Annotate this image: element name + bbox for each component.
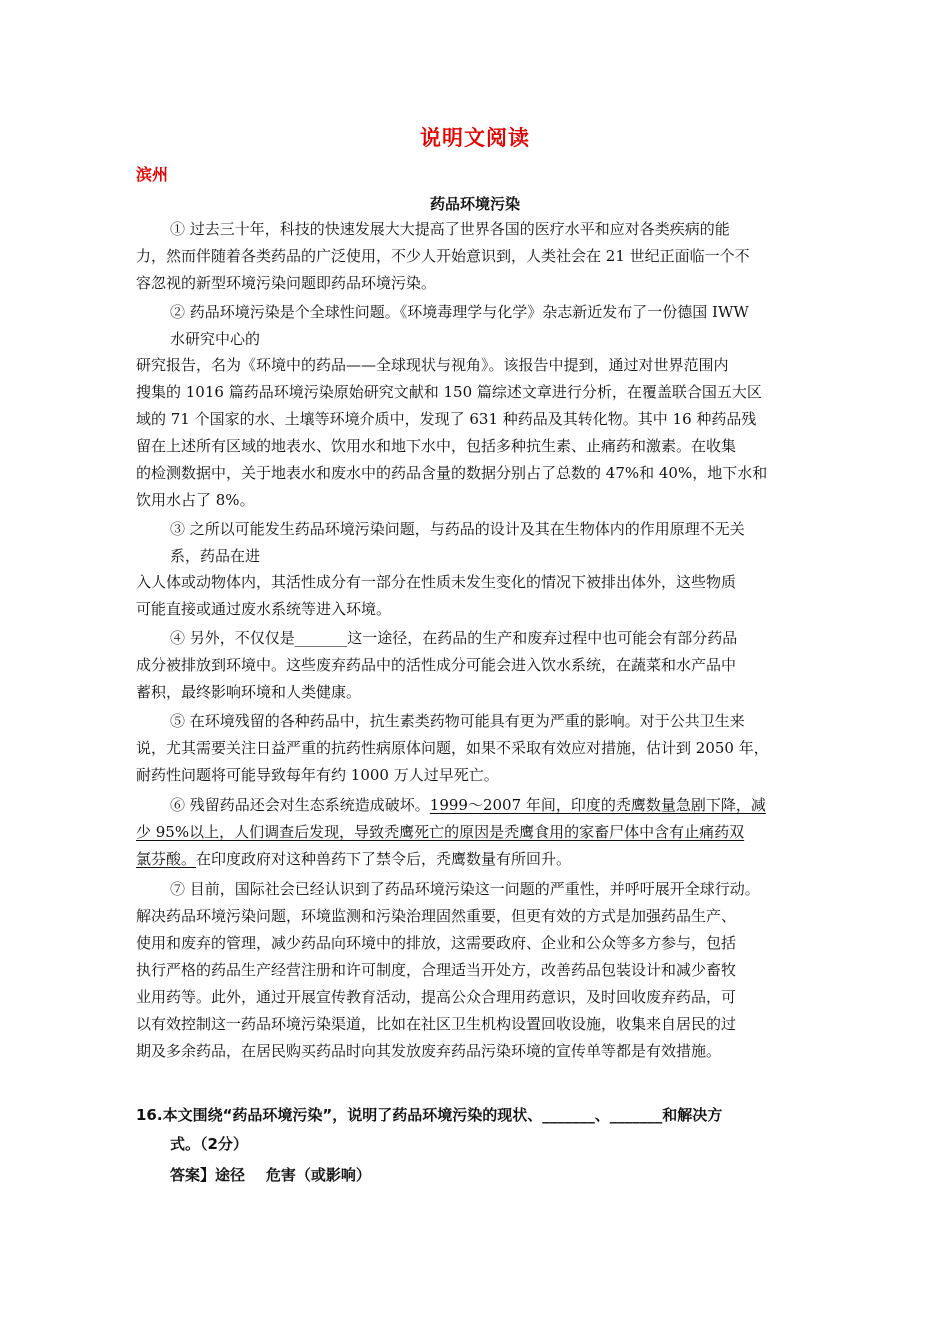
p3-line: 系，药品在进 [170,547,261,565]
question-text: 式。（2分） [170,1135,248,1153]
p7-line: 执行严格的药品生产经营注册和许可制度，合理适当开处方，改善药品包装设计和减少畜牧 [136,961,737,979]
answer-text: 答案】途径 危害（或影响） [170,1166,371,1184]
p1-line: 力，然而伴随着各类药品的广泛使用，不少人开始意识到，人类社会在 21 世纪正面临一个不 [136,247,750,265]
p6-line-text: 在印度政府对这种兽药下了禁令后，秃鹰数量有所回升。 [196,850,572,868]
p2-line: 域的 71 个国家的水、土壤等环境介质中，发现了 631 种药品及其转化物。其中 16 种药品残 [136,410,757,428]
region-label: 滨州 [136,165,169,184]
page-title: 说明文阅读 [420,126,530,150]
underlined-text: 少 95%以上，人们调查后发现，导致秃鹰死亡的原因是秃鹰食用的家畜尸体中含有止痛药双 [136,823,745,841]
p2-line: 水研究中心的 [170,330,261,348]
p5-line: 耐药性问题将可能导致每年有约 1000 万人过早死亡。 [136,766,499,784]
p5-line: 说，尤其需要关注日益严重的抗药性病原体问题，如果不采取有效应对措施，估计到 2050 年， [136,739,769,757]
p2-line: 的检测数据中，关于地表水和废水中的药品含量的数据分别占了总数的 47%和 40%，地下水和 [136,464,768,482]
p4-line: 蓄积，最终影响环境和人类健康。 [136,683,362,701]
p1-line: 容忽视的新型环境污染问题即药品环境污染。 [136,274,437,292]
p7-line: 以有效控制这一药品环境污染渠道，比如在社区卫生机构设置回收设施，收集来自居民的过 [136,1015,737,1033]
p4-line: 成分被排放到环境中。这些废弃药品中的活性成分可能会进入饮水系统，在蔬菜和水产品中 [136,656,737,674]
p4-line: ④ 另外，不仅仅是_______这一途径，在药品的生产和废弃过程中也可能会有部分药品 [170,629,738,647]
p2-line: 研究报告，名为《环境中的药品——全球现状与视角》。该报告中提到，通过对世界范围内 [136,356,729,374]
underlined-text: 氯芬酸。 [136,850,197,868]
p6-line [136,849,571,869]
p7-line: ⑦ 目前，国际社会已经认识到了药品环境污染这一问题的严重性，并呼吁展开全球行动。 [170,880,760,898]
p6-line [170,795,766,815]
p7-line: 期及多余药品，在居民购买药品时向其发放废弃药品污染环境的宣传单等都是有效措施。 [136,1042,722,1060]
p6-line-text: ⑥ 残留药品还会对生态系统造成破坏。 [170,796,430,814]
p2-line: ② 药品环境污染是个全球性问题。《环境毒理学与化学》杂志新近发布了一份德国 IWW [170,303,749,321]
p3-line: 可能直接或通过废水系统等进入环境。 [136,600,392,618]
p2-line: 搜集的 1016 篇药品环境污染原始研究文献和 150 篇综述文章进行分析，在覆盖联合国五大区 [136,383,762,401]
p1-line: ① 过去三十年，科技的快速发展大大提高了世界各国的医疗水平和应对各类疾病的能 [170,220,730,238]
underlined-text: 1999～2007 年间，印度的秃鹰数量急剧下降，减 [429,796,766,814]
p5-line: ⑤ 在环境残留的各种药品中，抗生素类药物可能具有更为严重的影响。对于公共卫生来 [170,712,745,730]
p3-line: 入人体或动物体内，其活性成分有一部分在性质未发生变化的情况下被排出体外，这些物质 [136,573,737,591]
p7-line: 使用和废弃的管理，减少药品向环境中的排放，这需要政府、企业和公众等多方参与，包括 [136,934,737,952]
p2-line: 留在上述所有区域的地表水、饮用水和地下水中，包括多种抗生素、止痛药和激素。在收集 [136,437,737,455]
p7-line: 解决药品环境污染问题，环境监测和污染治理固然重要，但更有效的方式是加强药品生产、 [136,907,737,925]
p2-line: 饮用水占了 8%。 [136,491,255,509]
p7-line: 业用药等。此外，通过开展宣传教育活动，提高公众合理用药意识，及时回收废弃药品，可 [136,988,737,1006]
article-title: 药品环境污染 [429,195,520,213]
question-text: 16.本文围绕“药品环境污染”，说明了药品环境污染的现状、_______、_______和解决方 [136,1106,723,1124]
p3-line: ③ 之所以可能发生药品环境污染问题，与药品的设计及其在生物体内的作用原理不无关 [170,520,745,538]
